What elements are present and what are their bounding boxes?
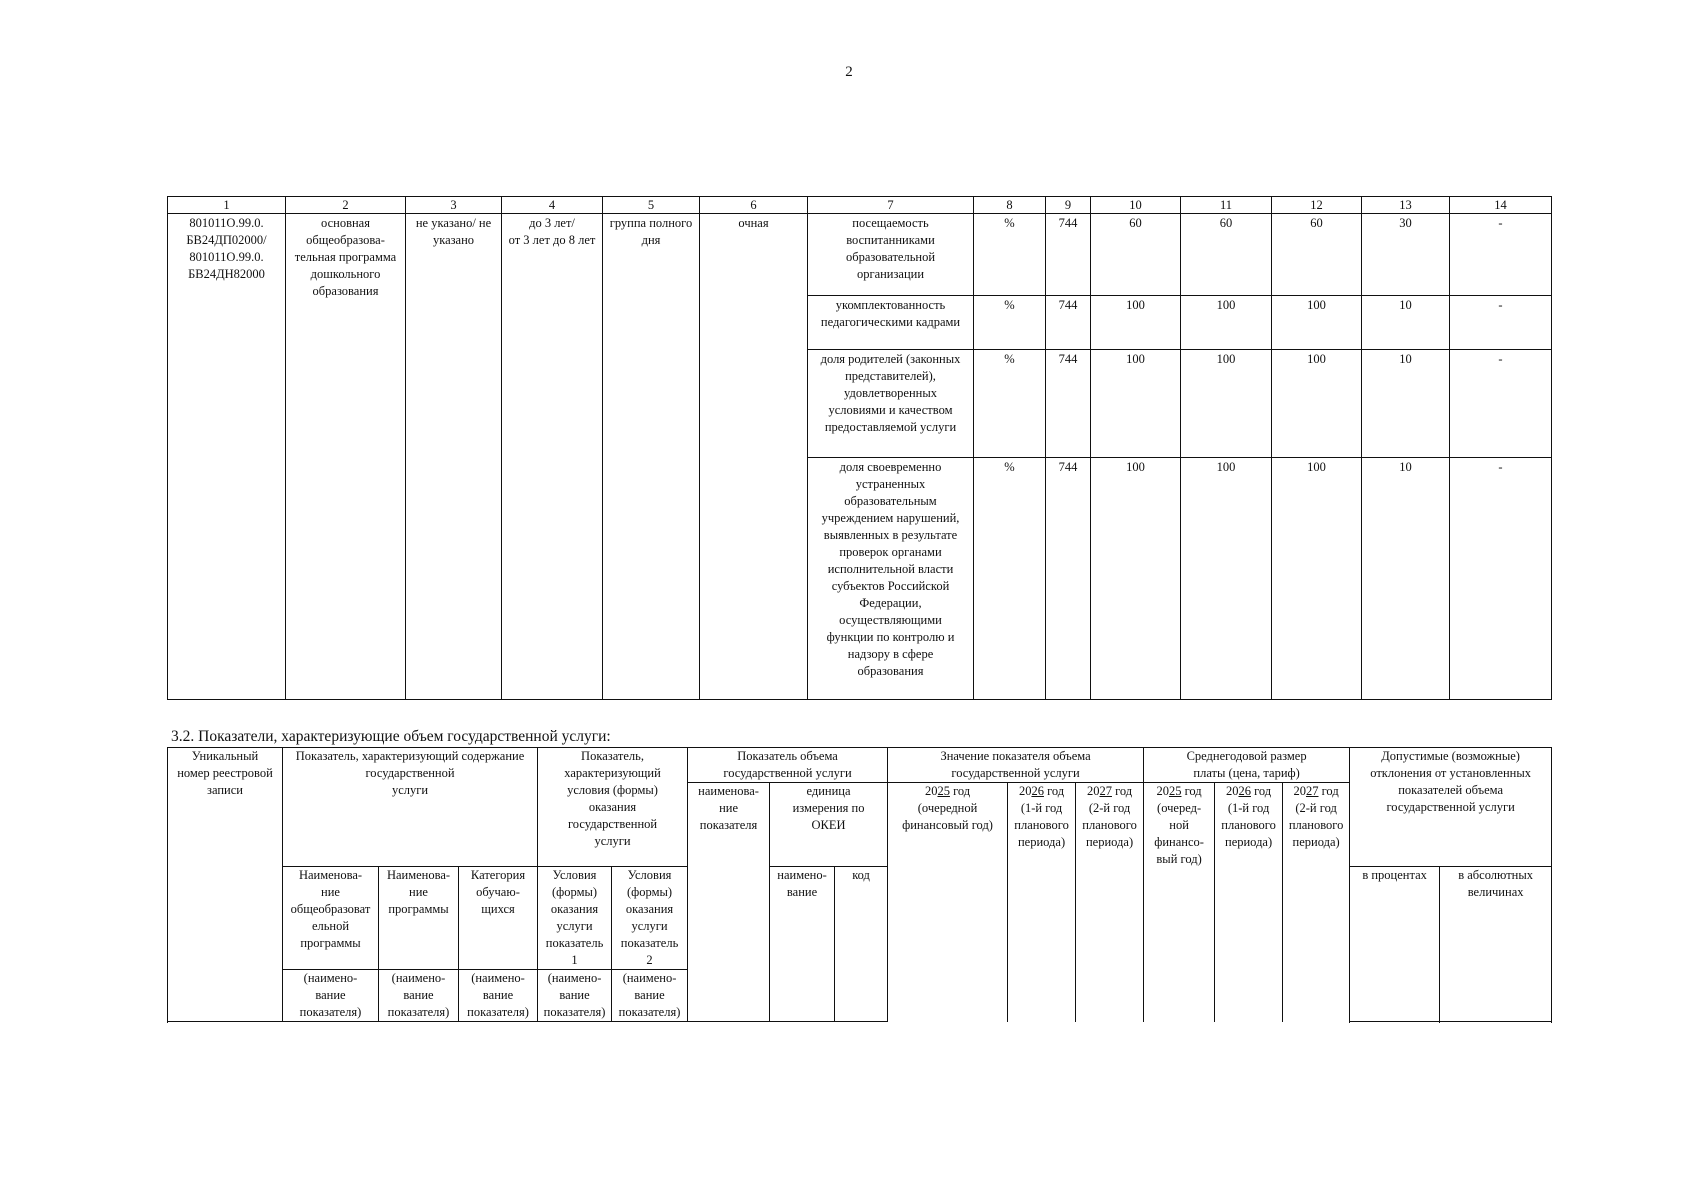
indicator-value: 60 [1181,214,1272,296]
indicator-value: 100 [1091,296,1181,350]
col-number: 5 [603,197,700,214]
category-header: Категория обучаю- щихся [459,867,538,970]
condition-2-header: Условия (формы) оказания услуги показатель 2 [612,867,688,970]
section-title: 3.2. Показатели, характеризующие объем государственной услуги: [171,728,611,745]
content-indicator-header: Показатель, характеризующий содержание государственной услуги [283,748,538,867]
indicator-deviation-abs: - [1450,296,1552,350]
header-row [168,748,1552,783]
registry-number-header: Уникальный номер реестровой записи [168,748,283,1022]
program-name-header: Наименова- ние общеобразоват ельной программы [283,867,379,970]
table-row [168,214,1552,296]
deviation-percent-header: в процентах [1350,867,1440,1022]
program-cell: основная общеобразова- тельная программа дошкольного образования [286,214,406,700]
indicator-unit: % [974,458,1046,700]
year-underlined: 27 [1305,784,1319,798]
indicator-deviation-pct: 10 [1362,350,1450,458]
col-number: 12 [1272,197,1362,214]
indicator-value: 100 [1272,296,1362,350]
condition-1-header: Условия (формы) оказания услуги показатель 1 [538,867,612,970]
indicator-name: доля родителей (законных представителей), удовлетворенных условиями и качеством предоставляемой услуги [808,350,974,458]
value-year-2: 2026 год (1-й год планового периода) [1008,783,1076,1022]
indicator-code: 744 [1046,214,1091,296]
column-number-row [168,197,1552,214]
year-underlined: 25 [1168,784,1182,798]
col-number: 3 [406,197,502,214]
unit-name-header: наимено- вание [770,867,835,1022]
col-number: 7 [808,197,974,214]
indicator-value: 100 [1181,350,1272,458]
deviation-absolute-header: в абсолютных величинах [1440,867,1552,1022]
indicator-code: 744 [1046,296,1091,350]
indicator-label: (наимено- вание показателя) [283,970,379,1022]
indicator-label: (наимено- вание показателя) [459,970,538,1022]
fee-year-3: 2027 год (2-й год планового периода) [1283,783,1350,1022]
indicator-deviation-pct: 10 [1362,458,1450,700]
conditions-indicator-header: Показатель, характеризующий условия (формы) оказания государственной услуги [538,748,688,867]
col-number: 6 [700,197,808,214]
col-number: 14 [1450,197,1552,214]
indicator-deviation-abs: - [1450,458,1552,700]
indicator-value: 100 [1181,458,1272,700]
registry-number-cell: 801011О.99.0. БВ24ДП02000/ 801011О.99.0. БВ24ДН82000 [168,214,286,700]
fee-year-2: 2026 год (1-й год планового периода) [1215,783,1283,1022]
program-header: Наименова- ние программы [379,867,459,970]
indicator-label: (наимено- вание показателя) [538,970,612,1022]
value-year-3: 2027 год (2-й год планового периода) [1076,783,1144,1022]
year-underlined: 26 [1031,784,1044,798]
volume-indicators-table [167,747,1552,1022]
page-number: 2 [845,64,853,80]
indicator-value: 100 [1091,350,1181,458]
value-year-1: 2025 год (очередной финансовый год) [888,783,1008,1022]
indicator-label: (наимено- вание показателя) [379,970,459,1022]
unit-code-header: код [835,867,888,1022]
indicator-deviation-abs: - [1450,214,1552,296]
indicator-code: 744 [1046,350,1091,458]
fee-year-1: 2025 год (очеред- ной финансо- вый год) [1144,783,1215,1022]
col-number: 8 [974,197,1046,214]
quality-indicators-table [167,196,1552,700]
form-cell: очная [700,214,808,700]
year-underlined: 27 [1099,784,1112,798]
year-underlined: 25 [937,784,950,798]
volume-value-header: Значение показателя объема государственной услуги [888,748,1144,783]
col-number: 10 [1091,197,1181,214]
indicator-value: 100 [1272,350,1362,458]
indicator-deviation-pct: 10 [1362,296,1450,350]
indicator-deviation-abs: - [1450,350,1552,458]
average-fee-header: Среднегодовой размер платы (цена, тариф) [1144,748,1350,783]
unit-okei-header: единица измерения по ОКЕИ [770,783,888,867]
indicator-unit: % [974,214,1046,296]
indicator-deviation-pct: 30 [1362,214,1450,296]
indicator-label: (наимено- вание показателя) [612,970,688,1022]
indicator-name: доля своевременно устраненных образовательным учреждением нарушений, выявленных в результате проверок органами исполнительной власти субъектов Российской Федерации, осуществляющими функции по контролю и надзору в сфере образования [808,458,974,700]
indicator-name: посещаемость воспитанниками образовательной организации [808,214,974,296]
indicator-value: 100 [1272,458,1362,700]
allowed-deviation-header: Допустимые (возможные) отклонения от установленных показателей объема государственной услуги [1350,748,1552,867]
indicator-value: 60 [1272,214,1362,296]
indicator-value: 60 [1091,214,1181,296]
indicator-name-header: наименова- ние показателя [688,783,770,1022]
indicator-value: 100 [1181,296,1272,350]
col-number: 2 [286,197,406,214]
group-cell: группа полного дня [603,214,700,700]
indicator-value: 100 [1091,458,1181,700]
age-cell: до 3 лет/ от 3 лет до 8 лет [502,214,603,700]
indicator-unit: % [974,296,1046,350]
indicator-name: укомплектованность педагогическими кадрами [808,296,974,350]
not-specified-cell: не указано/ не указано [406,214,502,700]
indicator-unit: % [974,350,1046,458]
col-number: 4 [502,197,603,214]
indicator-code: 744 [1046,458,1091,700]
col-number: 9 [1046,197,1091,214]
col-number: 13 [1362,197,1450,214]
year-underlined: 26 [1238,784,1251,798]
col-number: 11 [1181,197,1272,214]
volume-indicator-header: Показатель объема государственной услуги [688,748,888,783]
col-number: 1 [168,197,286,214]
